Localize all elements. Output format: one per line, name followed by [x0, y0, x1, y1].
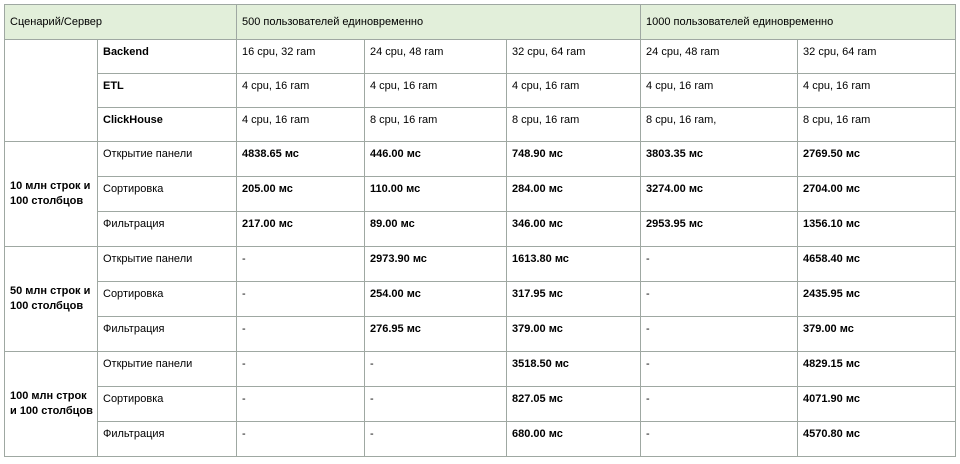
table-cell: 8 cpu, 16 ram	[798, 108, 956, 142]
group-label: 100 млн строк и 100 столбцов	[5, 352, 98, 457]
table-cell: 446.00 мс	[365, 142, 507, 177]
table-cell: 4 cpu, 16 ram	[641, 74, 798, 108]
operation-label: Открытие панели	[98, 142, 237, 177]
header-row	[5, 5, 956, 40]
table-cell: 2704.00 мс	[798, 177, 956, 212]
table-cell: -	[237, 317, 365, 352]
table-cell: 2769.50 мс	[798, 142, 956, 177]
config-row-etl	[5, 74, 956, 108]
table-cell: 3518.50 мс	[507, 352, 641, 387]
table-cell: 3274.00 мс	[641, 177, 798, 212]
header-1000-users: 1000 пользователей единовременно	[641, 5, 956, 40]
table-cell: 89.00 мс	[365, 212, 507, 247]
header-500-users: 500 пользователей единовременно	[237, 5, 641, 40]
config-label: Backend	[98, 40, 237, 74]
table-cell: 254.00 мс	[365, 282, 507, 317]
table-cell: 827.05 мс	[507, 387, 641, 422]
group-label: 10 млн строк и 100 столбцов	[5, 142, 98, 247]
table-cell: 284.00 мс	[507, 177, 641, 212]
table-cell: 379.00 мс	[507, 317, 641, 352]
table-cell: 1356.10 мс	[798, 212, 956, 247]
table-cell: -	[237, 247, 365, 282]
benchmark-table	[4, 4, 956, 457]
table-cell: -	[641, 317, 798, 352]
operation-label: Сортировка	[98, 177, 237, 212]
table-cell: 2973.90 мс	[365, 247, 507, 282]
table-row	[5, 317, 956, 352]
table-cell: 2953.95 мс	[641, 212, 798, 247]
table-cell: -	[641, 282, 798, 317]
table-cell: -	[641, 387, 798, 422]
table-cell: 8 cpu, 16 ram	[507, 108, 641, 142]
table-row	[5, 387, 956, 422]
table-cell: 32 cpu, 64 ram	[798, 40, 956, 74]
operation-label: Открытие панели	[98, 247, 237, 282]
table-cell: -	[641, 352, 798, 387]
table-cell: 4658.40 мс	[798, 247, 956, 282]
table-cell: 4 cpu, 16 ram	[365, 74, 507, 108]
table-cell: 32 cpu, 64 ram	[507, 40, 641, 74]
table-cell: -	[641, 247, 798, 282]
operation-label: Фильтрация	[98, 422, 237, 457]
table-cell: -	[365, 352, 507, 387]
table-row	[5, 212, 956, 247]
table-row	[5, 282, 956, 317]
table-cell: 4 cpu, 16 ram	[237, 108, 365, 142]
operation-label: Сортировка	[98, 387, 237, 422]
config-row-clickhouse	[5, 108, 956, 142]
table-cell: -	[237, 352, 365, 387]
table-cell: 8 cpu, 16 ram,	[641, 108, 798, 142]
table-cell: 16 cpu, 32 ram	[237, 40, 365, 74]
table-cell: 276.95 мс	[365, 317, 507, 352]
table-cell: 4 cpu, 16 ram	[507, 74, 641, 108]
table-cell: 680.00 мс	[507, 422, 641, 457]
table-cell: 4 cpu, 16 ram	[798, 74, 956, 108]
table-cell: -	[365, 387, 507, 422]
table-cell: 4838.65 мс	[237, 142, 365, 177]
table-cell: 24 cpu, 48 ram	[365, 40, 507, 74]
operation-label: Сортировка	[98, 282, 237, 317]
table-cell: 4829.15 мс	[798, 352, 956, 387]
table-row	[5, 247, 956, 282]
operation-label: Фильтрация	[98, 317, 237, 352]
table-cell: 3803.35 мс	[641, 142, 798, 177]
config-label: ETL	[98, 74, 237, 108]
config-label: ClickHouse	[98, 108, 237, 142]
config-row-backend	[5, 40, 956, 74]
table-cell: 24 cpu, 48 ram	[641, 40, 798, 74]
table-cell: 205.00 мс	[237, 177, 365, 212]
table-cell: 748.90 мс	[507, 142, 641, 177]
header-scenario-server: Сценарий/Сервер	[5, 5, 237, 40]
table-cell: 317.95 мс	[507, 282, 641, 317]
table-cell: 4 cpu, 16 ram	[237, 74, 365, 108]
table-row	[5, 352, 956, 387]
config-empty-cell	[5, 40, 98, 142]
table-row	[5, 177, 956, 212]
table-cell: 110.00 мс	[365, 177, 507, 212]
table-cell: -	[237, 422, 365, 457]
table-cell: 2435.95 мс	[798, 282, 956, 317]
operation-label: Фильтрация	[98, 212, 237, 247]
table-cell: 1613.80 мс	[507, 247, 641, 282]
table-cell: 346.00 мс	[507, 212, 641, 247]
table-row	[5, 142, 956, 177]
table-row	[5, 422, 956, 457]
table-cell: 4071.90 мс	[798, 387, 956, 422]
table-cell: -	[237, 282, 365, 317]
table-cell: 379.00 мс	[798, 317, 956, 352]
group-label: 50 млн строк и 100 столбцов	[5, 247, 98, 352]
table-cell: 8 cpu, 16 ram	[365, 108, 507, 142]
table-cell: 217.00 мс	[237, 212, 365, 247]
table-cell: -	[237, 387, 365, 422]
operation-label: Открытие панели	[98, 352, 237, 387]
table-cell: -	[641, 422, 798, 457]
table-cell: -	[365, 422, 507, 457]
table-cell: 4570.80 мс	[798, 422, 956, 457]
